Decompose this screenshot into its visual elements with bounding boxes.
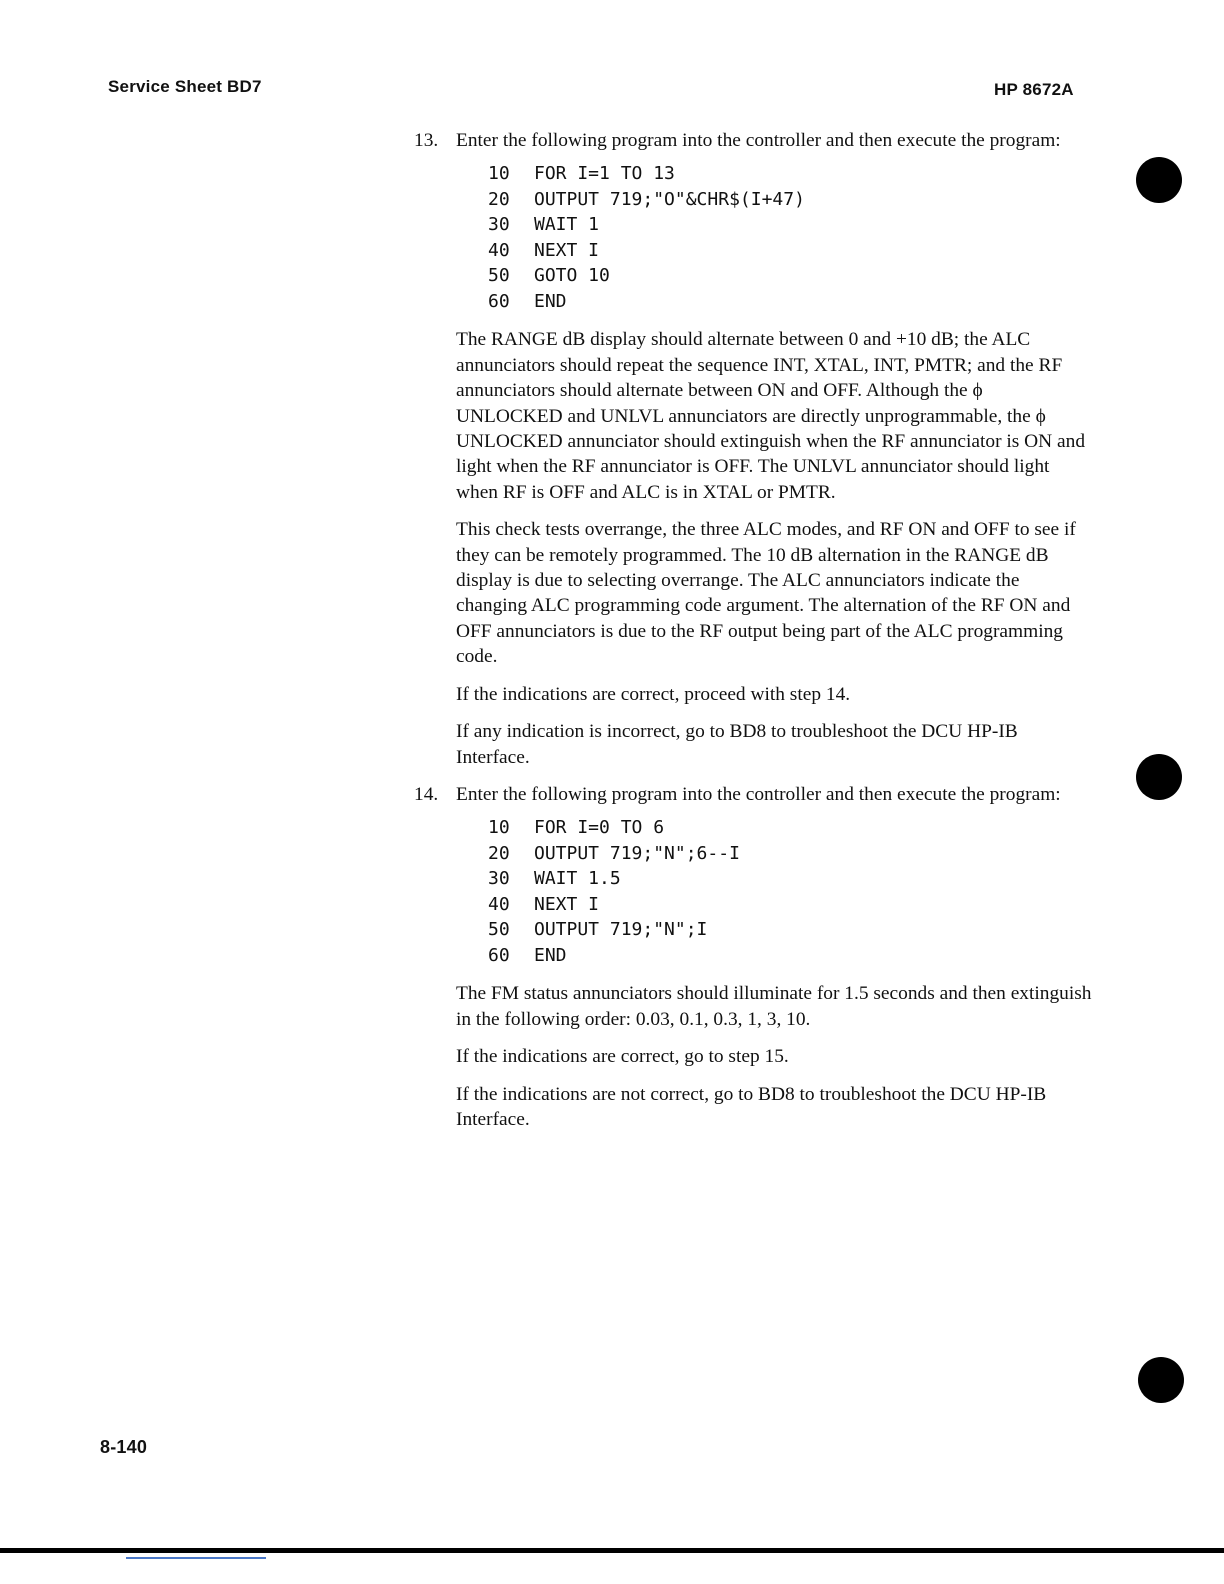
paragraph-if-incorrect: If any indication is incorrect, go to BD8 to troubleshoot the DCU HP-IB Interface. bbox=[456, 721, 1018, 768]
code-line-number: 20 bbox=[488, 842, 510, 864]
step-13 bbox=[414, 128, 1094, 770]
code-line bbox=[488, 917, 1094, 943]
paragraph-expected-display: The FM status annunciators should illuminate for 1.5 seconds and then extinguish in the following order: 0.03, 0.1, 0.3, 1, 3, 10. bbox=[456, 983, 1092, 1030]
code-statement: OUTPUT 719;"O"&CHR$(I+47) bbox=[534, 188, 805, 210]
code-statement: FOR I=1 TO 13 bbox=[534, 163, 675, 185]
code-line-number: 30 bbox=[488, 868, 510, 890]
code-line-number: 50 bbox=[488, 265, 510, 287]
code-listing bbox=[488, 815, 1094, 968]
code-line-number: 60 bbox=[488, 944, 510, 966]
step-number: 13. bbox=[414, 130, 439, 151]
bottom-rule bbox=[0, 1548, 1224, 1553]
code-statement: OUTPUT 719;"N";I bbox=[534, 919, 708, 941]
code-statement: END bbox=[534, 290, 567, 312]
code-line-number: 10 bbox=[488, 817, 510, 839]
code-line-number: 60 bbox=[488, 290, 510, 312]
code-statement: WAIT 1.5 bbox=[534, 868, 621, 890]
code-line bbox=[488, 212, 1094, 238]
step-intro: Enter the following program into the controller and then execute the program: bbox=[456, 783, 1061, 805]
paragraph-check-explanation: This check tests overrange, the three ALC modes, and RF ON and OFF to see if they can be remotely programmed. The 10 dB alternation in the RANGE dB display is due to selecting overrange. The ALC annunciators indicate the changing ALC programming code argument. The alternation of the RF ON and OFF annunciators is due to the RF output being part of the ALC programming code. bbox=[456, 519, 1076, 668]
paragraph-expected-display: The RANGE dB display should alternate between 0 and +10 dB; the ALC annunciators should repeat the sequence INT, XTAL, INT, PMTR; and the RF annunciators should alternate between ON and OFF. Although the ϕ UNLOCKED and UNLVL annunciators are directly unprogrammable, the ϕ UNLOCKED annunciator should extinguish when the RF annunciator is ON and light when the RF annunciator is OFF. The UNLVL annunciator should light when RF is OFF and ALC is in XTAL or PMTR. bbox=[456, 329, 1086, 503]
binder-punch-hole bbox=[1138, 1357, 1184, 1403]
page-content bbox=[414, 128, 1094, 1144]
step-number: 14. bbox=[414, 783, 439, 805]
code-line-number: 30 bbox=[488, 214, 510, 236]
paragraph-if-correct: If the indications are correct, go to step 15. bbox=[456, 1046, 789, 1068]
binder-punch-hole bbox=[1136, 157, 1182, 203]
code-line bbox=[488, 892, 1094, 918]
code-line bbox=[488, 866, 1094, 892]
code-line bbox=[488, 187, 1094, 213]
code-line bbox=[488, 841, 1094, 867]
code-statement: GOTO 10 bbox=[534, 265, 610, 287]
header-model-number: HP 8672A bbox=[994, 80, 1074, 99]
step-intro: Enter the following program into the controller and then execute the program: bbox=[456, 130, 1061, 151]
code-statement: END bbox=[534, 944, 567, 966]
code-line-number: 10 bbox=[488, 163, 510, 185]
code-line-number: 50 bbox=[488, 919, 510, 941]
code-line bbox=[488, 289, 1094, 315]
code-statement: WAIT 1 bbox=[534, 214, 600, 236]
code-line bbox=[488, 815, 1094, 841]
code-statement: FOR I=0 TO 6 bbox=[534, 817, 665, 839]
code-line bbox=[488, 943, 1094, 969]
code-line-number: 40 bbox=[488, 893, 510, 915]
step-14 bbox=[414, 782, 1094, 1132]
header-section-title: Service Sheet BD7 bbox=[108, 77, 262, 96]
code-listing bbox=[488, 161, 1094, 314]
code-line-number: 40 bbox=[488, 239, 510, 261]
code-statement: NEXT I bbox=[534, 893, 600, 915]
code-statement: NEXT I bbox=[534, 239, 600, 261]
code-statement: OUTPUT 719;"N";6--I bbox=[534, 842, 740, 864]
binder-punch-hole bbox=[1136, 754, 1182, 800]
bottom-rule-accent bbox=[126, 1557, 266, 1559]
code-line bbox=[488, 161, 1094, 187]
page-number: 8-140 bbox=[100, 1437, 148, 1457]
code-line-number: 20 bbox=[488, 188, 510, 210]
paragraph-if-correct: If the indications are correct, proceed with step 14. bbox=[456, 683, 851, 705]
code-line bbox=[488, 263, 1094, 289]
paragraph-if-incorrect: If the indications are not correct, go to BD8 to troubleshoot the DCU HP-IB Interface. bbox=[456, 1083, 1047, 1130]
code-line bbox=[488, 238, 1094, 264]
